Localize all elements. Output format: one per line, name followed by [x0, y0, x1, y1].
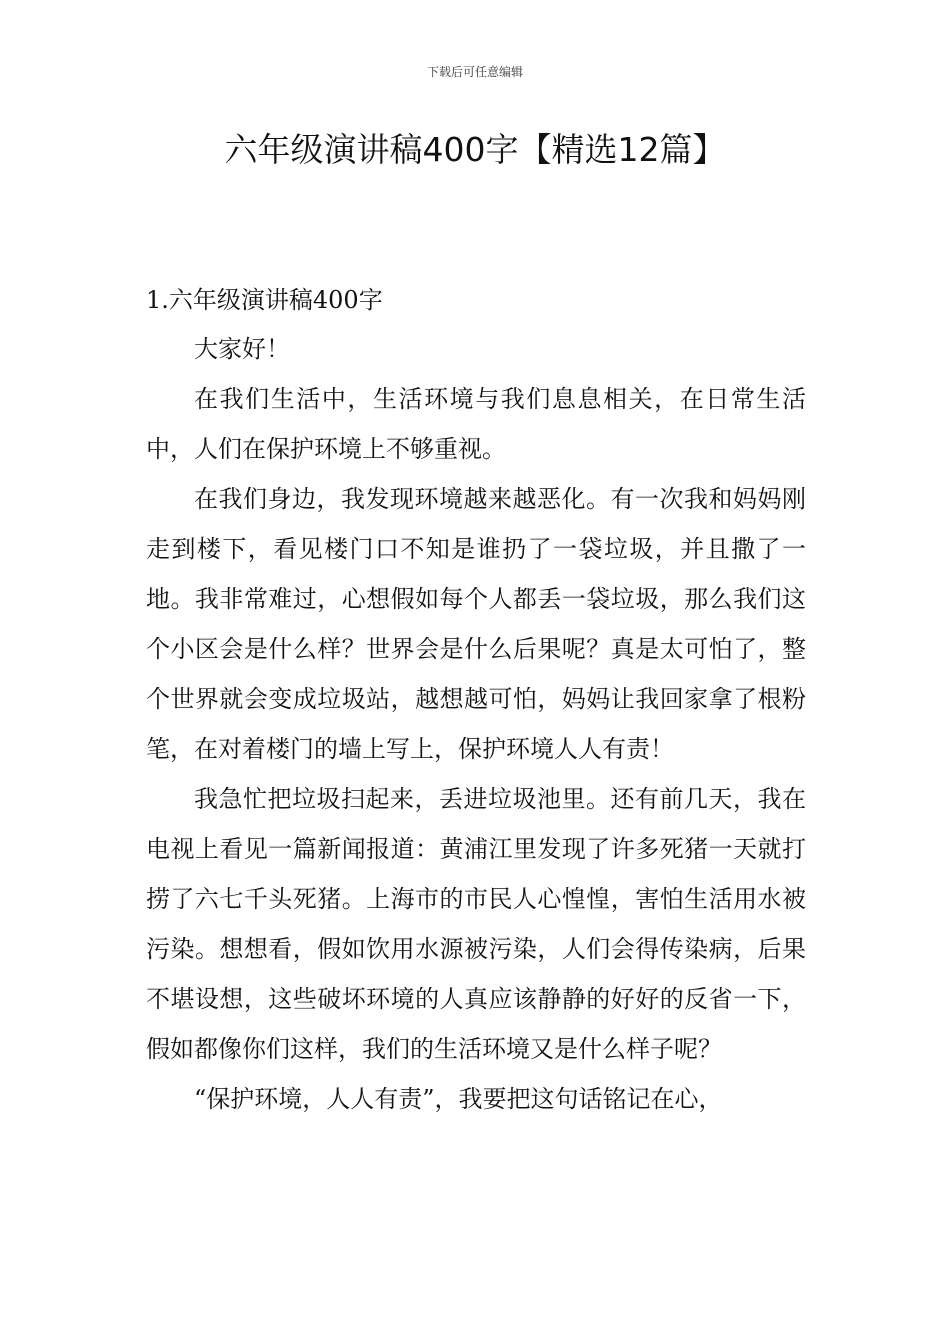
header-note: 下载后可任意编辑 [426, 65, 523, 79]
paragraph-4: “保护环境，人人有责”，我要把这句话铭记在心， [194, 1085, 723, 1113]
section-heading: 1.六年级演讲稿400字 [146, 286, 383, 314]
document-title: 六年级演讲稿400字【精选12篇】 [224, 130, 726, 169]
paragraph-3: 我急忙把垃圾扫起来，丢进垃圾池里。还有前几天，我在电视上看见一篇新闻报道：黄浦江里发现了许多死猪一天就打捞了六七千头死猪。上海市的市民人心惶惶，害怕生活用水被污染。想想看，假如饮用水源被污染，人们会得传染病，后果不堪设想，这些破坏环境的人真应该静静的好好的反省一下，假如都像你们这样，我们的生活环境又是什么样子呢？ [146, 785, 806, 1063]
paragraph-2: 在我们身边，我发现环境越来越恶化。有一次我和妈妈刚走到楼下，看见楼门口不知是谁扔了一袋垃圾，并且撒了一地。我非常难过，心想假如每个人都丢一袋垃圾，那么我们这个小区会是什么样？世界会是什么后果呢？真是太可怕了，整个世界就会变成垃圾站，越想越可怕，妈妈让我回家拿了根粉笔，在对着楼门的墙上写上，保护环境人人有责！ [146, 485, 806, 763]
paragraph-1: 在我们生活中，生活环境与我们息息相关，在日常生活中，人们在保护环境上不够重视。 [146, 385, 806, 463]
document-body [146, 276, 806, 1124]
greeting: 大家好！ [194, 335, 290, 363]
